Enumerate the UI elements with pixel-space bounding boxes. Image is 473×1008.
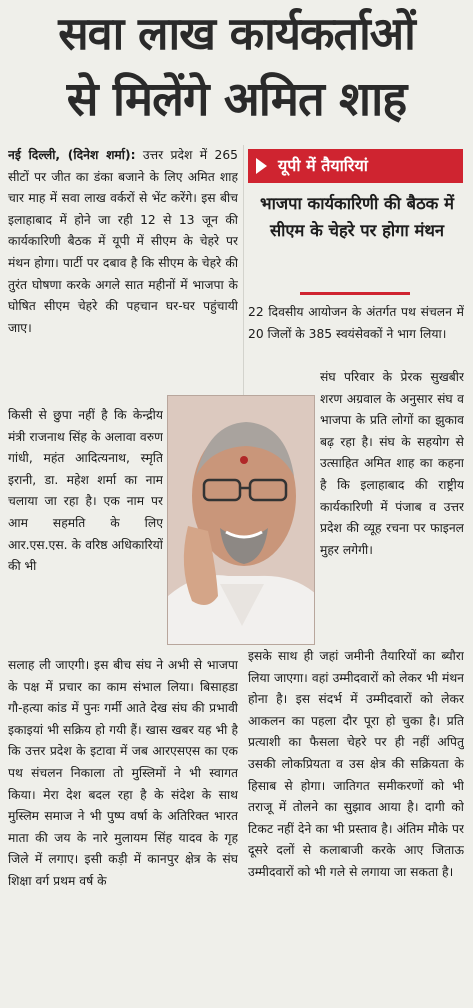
article-left-photoside-column bbox=[8, 405, 163, 653]
article-right-bottom-column bbox=[248, 646, 464, 1004]
article-text: उत्तर प्रदेश में 265 सीटों पर जीत का डंका बजाने के लिए अमित शाह चार माह में सवा लाख वर्करों से भेंट करेंगे। इस बीच इलाहाबाद में होने जा रही 12 से 13 जून की कार्यकारिणी बैठक में यूपी में सीएम के चेहरे पर मंथन होगा। पार्टी पर दबाव है कि सीएम के चेहरे की तुरंत घोषणा करके अगले सात महीनों में भाजपा के घोषित सीएम चेहरे की पहचान घर-घर पहुंचायी जाए। bbox=[8, 148, 238, 335]
dateline: नई दिल्ली, (दिनेश शर्मा): bbox=[8, 148, 136, 162]
article-right-mid-column bbox=[320, 367, 464, 647]
article-paragraph: संघ परिवार के प्रेरक सुखबीर शरण अग्रवाल के अनुसार संघ व भाजपा के प्रति लोगों का झुकाव बढ़ रहा है। संघ के सहयोग से उत्साहित अमित शाह का कहना है कि इलाहाबाद की राष्ट्रीय कार्यकारिणी में पंजाब व उत्तर प्रदेश की व्यूह रचना पर फाइनल मुहर लगेगी। bbox=[320, 370, 464, 557]
article-left-bottom-column bbox=[8, 655, 238, 1005]
article-paragraph: 22 दिवसीय आयोजन के अंतर्गत पथ संचलन में 20 जिलों के 385 स्वयंसेवकों ने भाग लिया। bbox=[248, 305, 464, 341]
subhead-underline bbox=[300, 292, 410, 295]
article-right-top-column bbox=[248, 302, 464, 368]
ribbon-arrow-icon bbox=[256, 158, 267, 174]
article-paragraph: इसके साथ ही जहां जमीनी तैयारियों का ब्यौरा लिया जाएगा। वहां उम्मीदवारों को लेकर भी मंथन होना है। इस संदर्भ में उम्मीदवारों को लेकर आकलन का पहला दौर पूरा हो चुका है। प्रति प्रत्याशी का फैसला चेहरे पर ही नहीं अपितु उसकी लोकप्रियता व उस क्षेत्र की सक्रियता के हिसाब से होगा। जातिगत समीकरणों को भी तराजू में तोलने का सुझाव आया है। दागी को टिकट नहीं देने का भी प्रस्ताव है। अंतिम मौके पर दूसरे दलों से कलाबाजी करके आए जिताऊ उम्मीदवारों को भी गले से लगाया जा सकता है। bbox=[248, 649, 464, 879]
article-subheadline: भाजपा कार्यकारिणी की बैठक में सीएम के चेहरे पर होगा मंथन bbox=[260, 194, 454, 240]
article-paragraph bbox=[8, 145, 238, 339]
article-paragraph: सलाह ली जाएगी। इस बीच संघ ने अभी से भाजपा के पक्ष में प्रचार का काम संभाल लिया। बिसाहडा गौ-हत्या कांड में पुनः गर्मी आते देख संघ की प्रभावी इकाइयां भी सक्रिय हो गयी हैं। खास खबर यह भी है कि उत्तर प्रदेश के इटावा में जब आरएसएस का एक पथ संचलन निकाला तो मुस्लिमों ने भी स्वागत किया। मेरा देश बदल रहा है के संदेश के साथ मुस्लिम समाज ने भी पुष्प वर्षा के अतिरिक्त भारत माता की जय के नारे मुलायम सिंह यादव के गृह जिले में लगाए। इसी कड़ी में कानपुर क्षेत्र के संघ शिक्षा वर्ग प्रथम वर्ष के bbox=[8, 658, 238, 888]
article-paragraph: किसी से छुपा नहीं है कि केन्द्रीय मंत्री राजनाथ सिंह के अलावा वरुण गांधी, महंत आदित्यनाथ, स्मृति इरानी, डा. महेश शर्मा का नाम चलाया जा रहा है। एक नाम पर आम सहमति के लिए आर.एस.एस. के वरिष्ठ अधिकारियों की भी bbox=[8, 408, 163, 574]
column-divider bbox=[243, 145, 244, 395]
headline-line-1: सवा लाख कार्यकर्ताओं bbox=[58, 7, 415, 60]
headline-line-2: से मिलेंगे अमित शाह bbox=[66, 72, 407, 127]
section-ribbon: यूपी में तैयारियां bbox=[248, 149, 463, 183]
portrait-photo bbox=[167, 395, 315, 645]
article-left-column bbox=[8, 145, 238, 400]
